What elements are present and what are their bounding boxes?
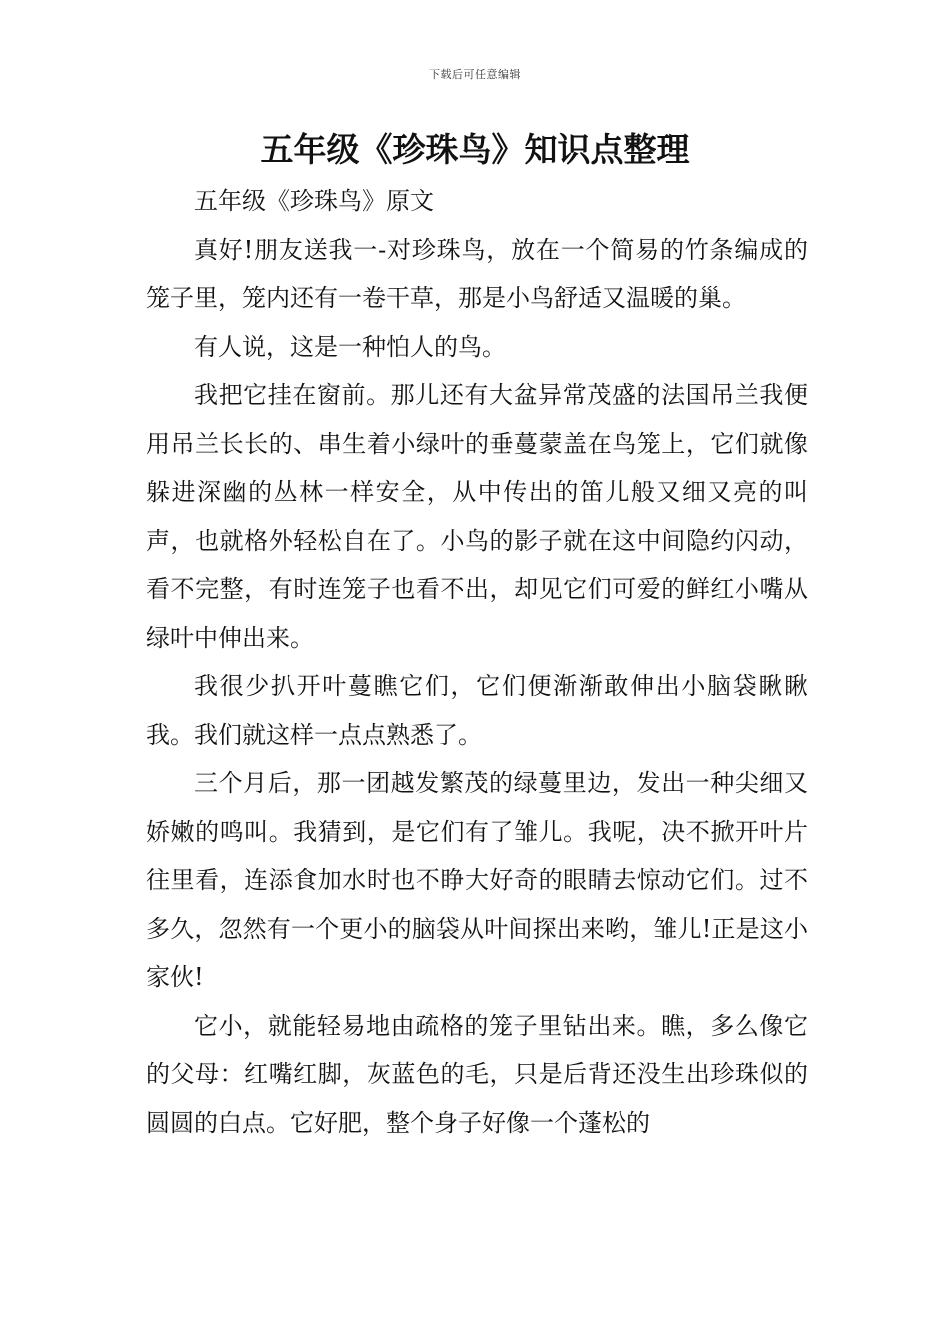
paragraph-source-heading: 五年级《珍珠鸟》原文 [194, 187, 434, 215]
paragraph: 它小，就能轻易地由疏格的笼子里钻出来。瞧，多么像它的父母：红嘴红脚，灰蓝色的毛，只是后背还没生出珍珠似的圆圆的白点。它好肥，整个身子好像一个蓬松的 [146, 1011, 808, 1137]
paragraph: 有人说，这是一种怕人的鸟。 [194, 332, 506, 361]
paragraph: 真好!朋友送我一-对珍珠鸟，放在一个简易的竹条编成的笼子里，笼内还有一卷干草，那是小鸟舒适又温暖的巢。 [146, 235, 808, 312]
header-note: 下载后可任意编辑 [429, 68, 521, 81]
paragraph: 三个月后，那一团越发繁茂的绿蔓里边，发出一种尖细又娇嫩的鸣叫。我猜到，是它们有了雏儿。我呢，决不掀开叶片往里看，连添食加水时也不睁大好奇的眼睛去惊动它们。过不多久，忽然有一个更小的脑袋从叶间探出来哟，雏儿!正是这小家伙! [146, 769, 808, 991]
paragraph: 我把它挂在窗前。那儿还有大盆异常茂盛的法国吊兰我便用吊兰长长的、串生着小绿叶的垂蔓蒙盖在鸟笼上，它们就像躲进深幽的丛林一样安全，从中传出的笛儿般又细又亮的叫声，也就格外轻松自在了。小鸟的影子就在这中间隐约闪动，看不完整，有时连笼子也看不出，却见它们可爱的鲜红小嘴从绿叶中伸出来。 [146, 381, 808, 652]
document-body [146, 177, 808, 1147]
paragraph: 我很少扒开叶蔓瞧它们，它们便渐渐敢伸出小脑袋瞅瞅我。我们就这样一点点熟悉了。 [146, 672, 808, 749]
document-title: 五年级《珍珠鸟》知识点整理 [260, 130, 690, 169]
